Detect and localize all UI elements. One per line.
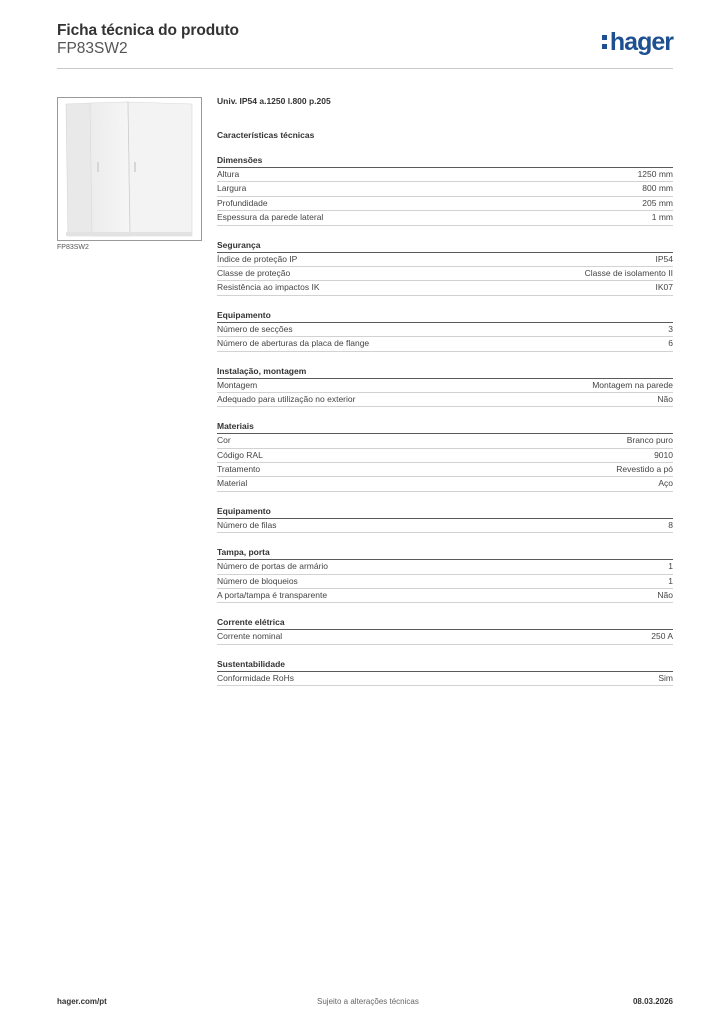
spec-row xyxy=(217,393,673,407)
logo-colon-icon xyxy=(602,35,607,49)
spec-section xyxy=(217,155,673,226)
page-header xyxy=(57,20,673,68)
spec-label: Índice de proteção IP xyxy=(217,253,298,264)
section-title: Sustentabilidade xyxy=(217,659,673,672)
spec-label: Adequado para utilização no exterior xyxy=(217,393,356,404)
spec-value: 1 mm xyxy=(651,212,673,223)
spec-label: Cor xyxy=(217,435,231,446)
spec-value: 205 mm xyxy=(642,197,673,208)
spec-row xyxy=(217,197,673,211)
spec-row xyxy=(217,182,673,196)
spec-value: 1 xyxy=(668,561,673,572)
spec-section xyxy=(217,659,673,686)
spec-value: 1250 mm xyxy=(637,169,673,179)
spec-value: IK07 xyxy=(655,282,673,293)
spec-row xyxy=(217,434,673,448)
spec-value: IP54 xyxy=(655,253,673,264)
spec-label: A porta/tampa é transparente xyxy=(217,590,328,601)
spec-value: Aço xyxy=(658,478,673,489)
spec-label: Resistência ao impactos IK xyxy=(217,282,320,293)
section-title: Tampa, porta xyxy=(217,547,673,560)
spec-row xyxy=(217,168,673,182)
spec-row xyxy=(217,560,673,574)
spec-row xyxy=(217,323,673,337)
spec-section xyxy=(217,617,673,644)
spec-row xyxy=(217,575,673,589)
spec-label: Altura xyxy=(217,169,240,179)
spec-section xyxy=(217,366,673,408)
characteristics-heading: Características técnicas xyxy=(217,130,315,140)
header-divider xyxy=(57,68,673,69)
spec-section xyxy=(217,547,673,603)
product-code: FP83SW2 xyxy=(57,40,128,57)
spec-value: 250 A xyxy=(651,631,673,642)
spec-label: Número de secções xyxy=(217,323,293,334)
spec-row xyxy=(217,267,673,281)
spec-value: Revestido a pó xyxy=(616,464,673,475)
spec-row xyxy=(217,519,673,533)
spec-row xyxy=(217,672,673,686)
product-details xyxy=(217,96,673,686)
spec-row xyxy=(217,281,673,295)
product-description: Univ. IP54 a.1250 l.800 p.205 xyxy=(217,96,331,106)
footer-note: Sujeito a alterações técnicas xyxy=(317,997,419,1006)
spec-sections xyxy=(217,155,673,686)
spec-row xyxy=(217,630,673,644)
spec-label: Conformidade RoHs xyxy=(217,672,295,683)
spec-row xyxy=(217,337,673,351)
image-caption: FP83SW2 xyxy=(57,244,89,251)
spec-label: Número de aberturas da placa de flange xyxy=(217,338,370,349)
spec-section xyxy=(217,310,673,352)
spec-label: Profundidade xyxy=(217,197,268,208)
footer-date: 08.03.2026 xyxy=(632,997,673,1006)
spec-label: Corrente nominal xyxy=(217,631,283,642)
spec-value: 3 xyxy=(668,323,673,334)
spec-label: Montagem xyxy=(217,379,258,390)
spec-row xyxy=(217,589,673,603)
spec-row xyxy=(217,449,673,463)
cabinet-illustration xyxy=(58,98,201,240)
spec-row xyxy=(217,379,673,393)
spec-value: Sim xyxy=(658,672,673,683)
spec-value: 6 xyxy=(668,338,673,349)
spec-label: Número de filas xyxy=(217,519,277,530)
spec-value: Não xyxy=(657,393,673,404)
section-title: Corrente elétrica xyxy=(217,617,673,630)
spec-value: 800 mm xyxy=(642,183,673,194)
spec-label: Largura xyxy=(217,183,247,194)
spec-value: Montagem na parede xyxy=(592,379,673,390)
spec-value: 1 xyxy=(668,575,673,586)
section-title: Materiais xyxy=(217,421,673,434)
section-title: Segurança xyxy=(217,240,673,253)
spec-label: Tratamento xyxy=(217,464,261,475)
spec-row xyxy=(217,477,673,491)
product-image xyxy=(57,97,202,241)
spec-label: Material xyxy=(217,478,248,489)
section-title: Dimensões xyxy=(217,155,673,168)
spec-row xyxy=(217,211,673,225)
page-title: Ficha técnica do produto xyxy=(57,22,239,39)
spec-value: Branco puro xyxy=(626,435,673,446)
spec-section xyxy=(217,421,673,492)
spec-label: Classe de proteção xyxy=(217,267,291,278)
spec-section xyxy=(217,506,673,533)
spec-value: 9010 xyxy=(654,449,673,460)
spec-label: Número de bloqueios xyxy=(217,575,298,586)
section-title: Equipamento xyxy=(217,310,673,323)
spec-row xyxy=(217,253,673,267)
spec-value: Não xyxy=(657,590,673,601)
footer-website[interactable]: hager.com/pt xyxy=(57,997,107,1006)
spec-section xyxy=(217,240,673,296)
hager-logo xyxy=(602,28,673,56)
spec-label: Espessura da parede lateral xyxy=(217,212,324,223)
spec-label: Código RAL xyxy=(217,449,263,460)
section-title: Instalação, montagem xyxy=(217,366,673,379)
spec-row xyxy=(217,463,673,477)
logo-wordmark: hager xyxy=(609,27,673,56)
section-title: Equipamento xyxy=(217,506,673,519)
spec-value: 8 xyxy=(668,519,673,530)
spec-value: Classe de isolamento II xyxy=(584,267,673,278)
spec-label: Número de portas de armário xyxy=(217,561,329,572)
